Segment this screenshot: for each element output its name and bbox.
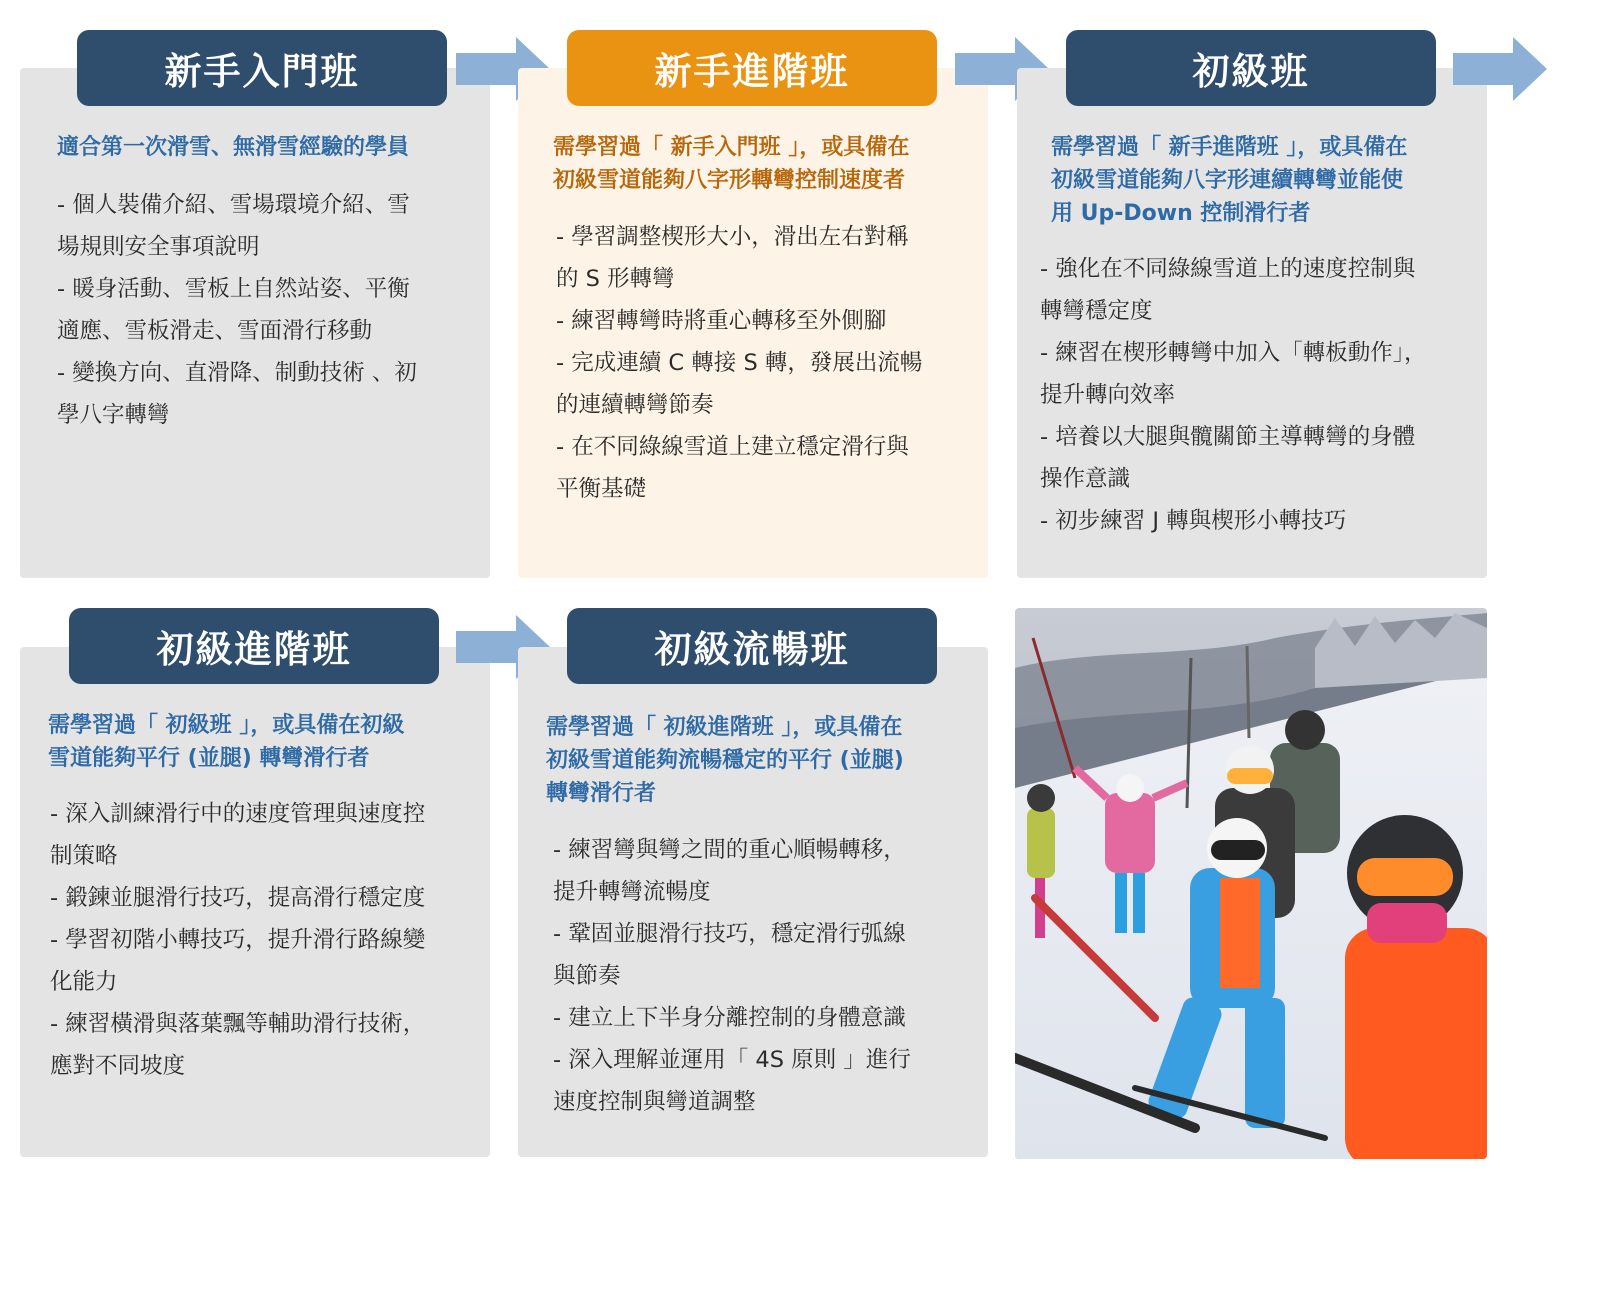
course-item: 平衡基礎 xyxy=(556,476,647,502)
course-items-elementary-fluency xyxy=(553,829,973,1123)
course-title-elementary-fluency: 初級流暢班 xyxy=(567,608,937,684)
course-item: 化能力 xyxy=(50,969,118,995)
course-item: - 在不同綠線雪道上建立穩定滑行與 xyxy=(556,434,909,460)
course-item: 適應、雪板滑走、雪面滑行移動 xyxy=(57,318,373,344)
course-items-beginner-intro xyxy=(57,184,477,436)
course-title-elementary: 初級班 xyxy=(1066,30,1436,106)
course-item: 的連續轉彎節奏 xyxy=(556,392,714,418)
course-items-beginner-advanced xyxy=(556,216,976,510)
ski-group-photo xyxy=(1015,608,1487,1159)
course-item: - 鍛鍊並腿滑行技巧，提高滑行穩定度 xyxy=(50,885,426,911)
course-title-beginner-intro: 新手入門班 xyxy=(77,30,447,106)
course-item: - 個人裝備介紹、雪場環境介紹、雪 xyxy=(57,192,410,218)
course-item: 學八字轉彎 xyxy=(57,402,170,428)
course-title-elementary-advanced: 初級進階班 xyxy=(69,608,439,684)
course-item: - 完成連續 C 轉接 S 轉，發展出流暢 xyxy=(556,350,923,376)
course-item: 與節奏 xyxy=(553,963,621,989)
ski-group-photo-illustration xyxy=(1015,608,1487,1159)
course-item: 場規則安全事項說明 xyxy=(57,234,260,260)
course-requirement-beginner-advanced: 需學習過「 新手入門班 」，或具備在 初級雪道能夠八字形轉彎控制速度者 xyxy=(553,135,910,193)
course-items-elementary xyxy=(1040,248,1480,542)
course-requirement-elementary: 需學習過「 新手進階班 」，或具備在 初級雪道能夠八字形連續轉彎並能使 用 Up-Down 控制滑行者 xyxy=(1051,135,1408,226)
flow-arrow-icon xyxy=(1453,37,1547,101)
course-item: - 暖身活動、雪板上自然站姿、平衡 xyxy=(57,276,410,302)
course-requirement-elementary-advanced: 需學習過「 初級班 」，或具備在初級 雪道能夠平行 (並腿) 轉彎滑行者 xyxy=(48,713,405,771)
course-item: 操作意識 xyxy=(1040,466,1131,492)
course-item: - 初步練習 J 轉與楔形小轉技巧 xyxy=(1040,508,1347,534)
course-item: 提升轉彎流暢度 xyxy=(553,879,711,905)
course-item: 應對不同坡度 xyxy=(50,1053,186,1079)
course-item: - 深入理解並運用「 4S 原則 」進行 xyxy=(553,1047,911,1073)
course-item: - 變換方向、直滑降、制動技術 、初 xyxy=(57,360,417,386)
course-item: 提升轉向效率 xyxy=(1040,382,1176,408)
course-requirement-elementary-fluency: 需學習過「 初級進階班 」，或具備在 初級雪道能夠流暢穩定的平行 (並腿) 轉彎滑行者 xyxy=(546,715,904,806)
course-item: - 鞏固並腿滑行技巧，穩定滑行弧線 xyxy=(553,921,906,947)
course-item: 的 S 形轉彎 xyxy=(556,266,675,292)
course-item: - 學習初階小轉技巧，提升滑行路線變 xyxy=(50,927,426,953)
course-item: - 練習橫滑與落葉飄等輔助滑行技術， xyxy=(50,1011,426,1037)
course-item: - 學習調整楔形大小，滑出左右對稱 xyxy=(556,224,909,250)
course-item: - 深入訓練滑行中的速度管理與速度控 xyxy=(50,801,426,827)
course-item: - 建立上下半身分離控制的身體意識 xyxy=(553,1005,906,1031)
course-requirement-beginner-intro: 適合第一次滑雪、無滑雪經驗的學員 xyxy=(57,135,410,160)
course-item: 速度控制與彎道調整 xyxy=(553,1089,756,1115)
course-title-beginner-advanced: 新手進階班 xyxy=(567,30,937,106)
course-item: 制策略 xyxy=(50,843,118,869)
course-item: - 強化在不同綠線雪道上的速度控制與 xyxy=(1040,256,1416,282)
course-item: - 練習在楔形轉彎中加入「轉板動作」， xyxy=(1040,340,1427,366)
course-item: - 培養以大腿與髖關節主導轉彎的身體 xyxy=(1040,424,1416,450)
course-items-elementary-advanced xyxy=(50,793,480,1087)
course-item: - 練習彎與彎之間的重心順暢轉移， xyxy=(553,837,906,863)
course-item: - 練習轉彎時將重心轉移至外側腳 xyxy=(556,308,887,334)
course-item: 轉彎穩定度 xyxy=(1040,298,1153,324)
